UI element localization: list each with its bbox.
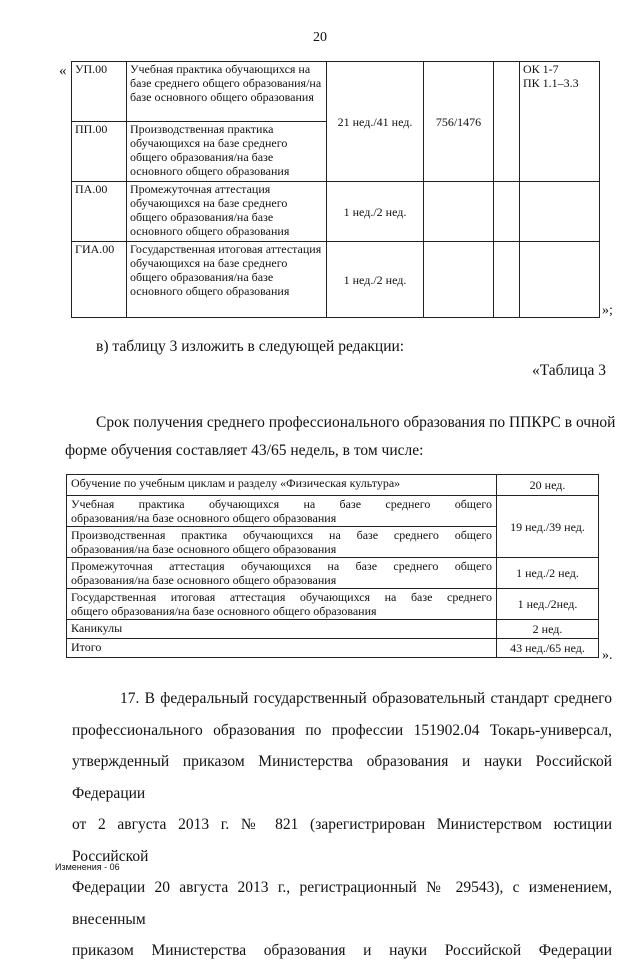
table-row — [67, 496, 599, 527]
row-label-line: Производственная практика обучающихся на базе среднего общего — [71, 528, 492, 542]
section-17 — [72, 683, 612, 967]
intro-line-1: Срок получения среднего профессионального образования по ППКРС в очной — [96, 414, 616, 431]
section-17-line: утвержденный приказом Министерства образования и науки Российской Федерации — [72, 753, 612, 802]
row-weeks: 1 нед./2 нед. — [327, 182, 424, 242]
intro-line-2: форме обучения составляет 43/65 недель, в том числе: — [65, 442, 424, 459]
table-row — [67, 475, 599, 496]
row-label: Итого — [67, 639, 497, 658]
competencies-pk: ПК 1.1–3.3 — [523, 76, 579, 90]
empty-cell — [424, 182, 494, 242]
practice-value: 19 нед./39 нед. — [497, 496, 599, 558]
practice-hours: 756/1476 — [424, 62, 494, 182]
row-name: Государственная итоговая аттестация обучающихся на базе среднего общего образования/на базе основного общего образования — [127, 242, 327, 318]
row-name: Производственная практика обучающихся на базе среднего общего образования/на базе основного общего образования — [127, 122, 327, 182]
row-label-line: образования/на базе основного общего образования — [71, 511, 337, 525]
competencies-ok: ОК 1-7 — [523, 62, 559, 76]
row-label-line: Промежуточная аттестация обучающихся на базе среднего общего — [71, 559, 492, 573]
row-label-line: образования/на базе основного общего образования — [71, 573, 337, 587]
table-caption: «Таблица 3 — [531, 362, 606, 379]
empty-cell — [494, 62, 520, 182]
row-value: 43 нед./65 нед. — [497, 639, 599, 658]
row-label — [67, 496, 497, 527]
row-label-line: Государственная итоговая аттестация обучающихся на базе среднего — [71, 590, 492, 604]
row-label-line: общего образования/на базе основного общего образования — [71, 604, 377, 618]
row-label — [67, 589, 497, 620]
table-row — [67, 589, 599, 620]
close-quote: »; — [602, 303, 613, 318]
row-value: 1 нед./2нед. — [497, 589, 599, 620]
section-17-line: от 2 августа 2013 г. № 821 (зарегистрирован Министерством юстиции Российской — [72, 816, 612, 865]
empty-cell — [520, 242, 600, 318]
empty-cell — [424, 242, 494, 318]
row-name: Промежуточная аттестация обучающихся на базе среднего общего образования/на базе основного общего образования — [127, 182, 327, 242]
row-name: Учебная практика обучающихся на базе среднего общего образования/на базе основного общего образования — [127, 62, 327, 122]
page-number: 20 — [313, 30, 327, 45]
row-value: 2 нед. — [497, 620, 599, 639]
row-code: ПП.00 — [72, 122, 127, 182]
competencies — [520, 62, 600, 182]
row-label: Обучение по учебным циклам и разделу «Физическая культура» — [67, 475, 497, 496]
section-17-line: приказом Министерства образования и науки Российской Федерации — [72, 942, 612, 959]
empty-cell — [520, 182, 600, 242]
empty-cell — [494, 182, 520, 242]
duration-table — [66, 474, 599, 658]
open-quote: « — [59, 63, 67, 79]
section-17-line: 17. В федеральный государственный образовательный стандарт среднего — [120, 690, 612, 707]
row-value: 1 нед./2 нед. — [497, 558, 599, 589]
row-value: 20 нед. — [497, 475, 599, 496]
table-row — [67, 558, 599, 589]
curriculum-table — [71, 61, 600, 318]
table-row — [72, 62, 600, 122]
row-code: ГИА.00 — [72, 242, 127, 318]
row-weeks: 1 нед./2 нед. — [327, 242, 424, 318]
footer-note: Изменения - 06 — [55, 862, 120, 872]
row-code: УП.00 — [72, 62, 127, 122]
table-row — [67, 639, 599, 658]
row-label — [67, 558, 497, 589]
empty-cell — [494, 242, 520, 318]
section-17-line: профессионального образования по профессии 151902.04 Токарь-универсал, — [72, 721, 612, 739]
table-row — [72, 182, 600, 242]
row-label-line: Учебная практика обучающихся на базе среднего общего — [71, 497, 492, 511]
row-label — [67, 527, 497, 558]
close-quote: ». — [602, 648, 613, 663]
table-row — [67, 620, 599, 639]
paragraph-b: в) таблицу 3 изложить в следующей редакции: — [96, 338, 405, 355]
row-label-line: образования/на базе основного общего образования — [71, 542, 337, 556]
practice-weeks: 21 нед./41 нед. — [327, 62, 424, 182]
table-row — [72, 242, 600, 318]
row-label: Каникулы — [67, 620, 497, 639]
section-17-line: Федерации 20 августа 2013 г., регистрационный № 29543), с изменением, внесенным — [72, 879, 612, 928]
row-code: ПА.00 — [72, 182, 127, 242]
